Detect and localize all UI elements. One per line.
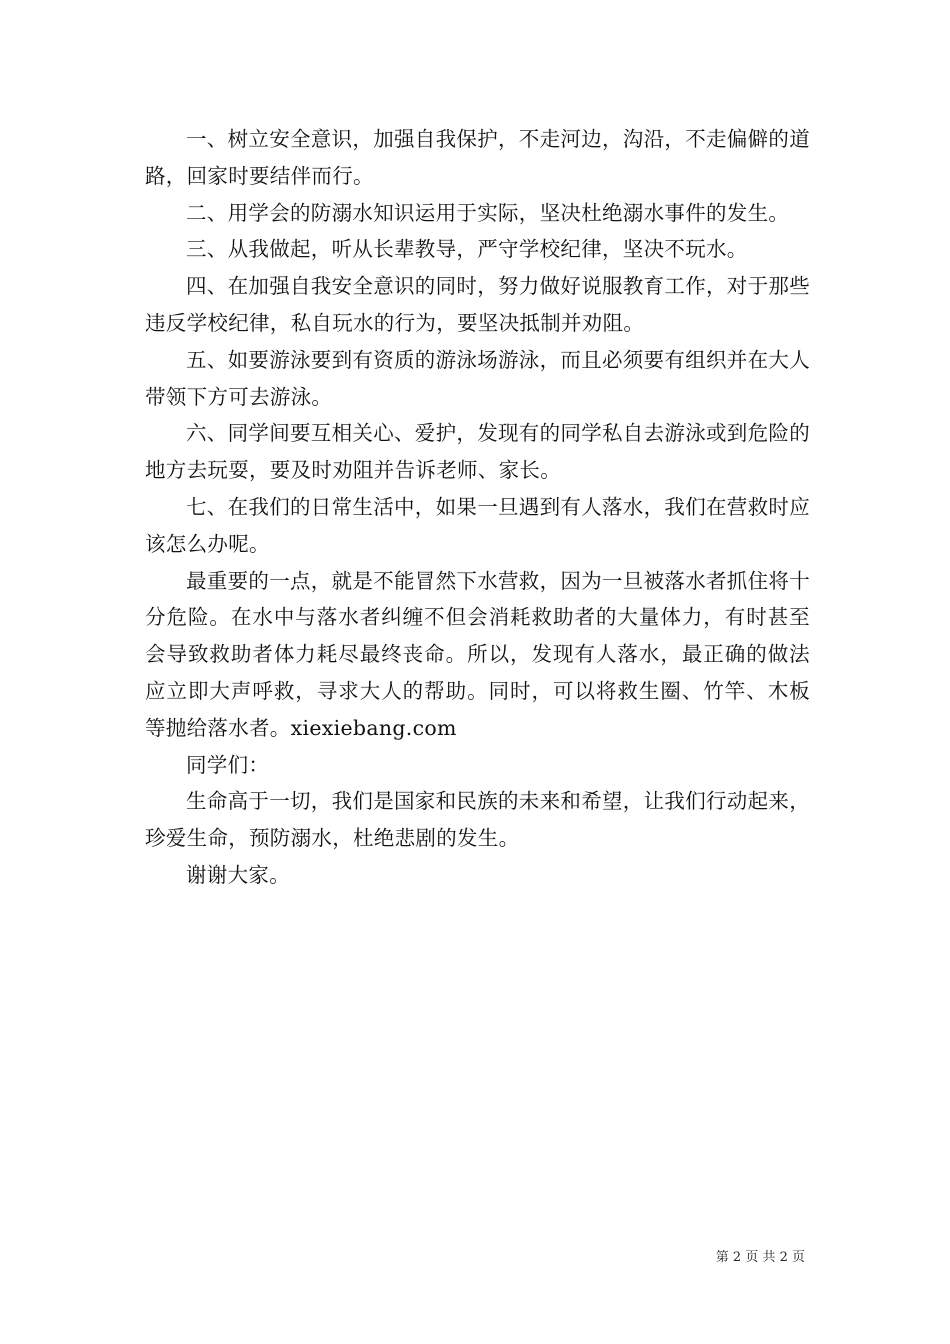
paragraph-rule-1: 一、树立安全意识，加强自我保护，不走河边，沟沿，不走偏僻的道路，回家时要结伴而行。 xyxy=(145,127,810,188)
paragraph-rule-7: 七、在我们的日常生活中，如果一旦遇到有人落水，我们在营救时应该怎么办呢。 xyxy=(145,494,810,556)
paragraph-rule-4: 四、在加强自我安全意识的同时，努力做好说服教育工作，对于那些违反学校纪律，私自玩水的行为，要坚决抵制并劝阻。 xyxy=(145,274,810,335)
page-number: 第 2 页 共 2 页 xyxy=(715,1250,805,1265)
document-body xyxy=(145,121,810,894)
paragraph-rule-5: 五、如要游泳要到有资质的游泳场游泳，而且必须要有组织并在大人带领下方可去游泳。 xyxy=(145,347,810,409)
paragraph-rule-6: 六、同学间要互相关心、爱护，发现有的同学私自去游泳或到危险的地方去玩耍，要及时劝阻并告诉老师、家长。 xyxy=(145,421,810,483)
paragraph-salutation: 同学们： xyxy=(186,752,270,777)
paragraph-rescue-advice: 最重要的一点，就是不能冒然下水营救，因为一旦被落水者抓住将十分危险。在水中与落水者纠缠不但会消耗救助者的大量体力，有时甚至会导致救助者体力耗尽最终丧命。所以，发现有人落水，最正确的做法应立即大声呼救，寻求大人的帮助。同时，可以将救生圈、竹竿、木板等抛给落水者。xiexiebang.com xyxy=(145,568,810,740)
paragraph-rule-3: 三、从我做起，听从长辈教导，严守学校纪律，坚决不玩水。 xyxy=(186,237,748,262)
paragraph-thanks: 谢谢大家。 xyxy=(186,862,290,887)
paragraph-closing-call: 生命高于一切，我们是国家和民族的未来和希望，让我们行动起来，珍爱生命，预防溺水，杜绝悲剧的发生。 xyxy=(145,789,810,851)
paragraph-rule-2: 二、用学会的防溺水知识运用于实际，坚决杜绝溺水事件的发生。 xyxy=(186,200,790,225)
